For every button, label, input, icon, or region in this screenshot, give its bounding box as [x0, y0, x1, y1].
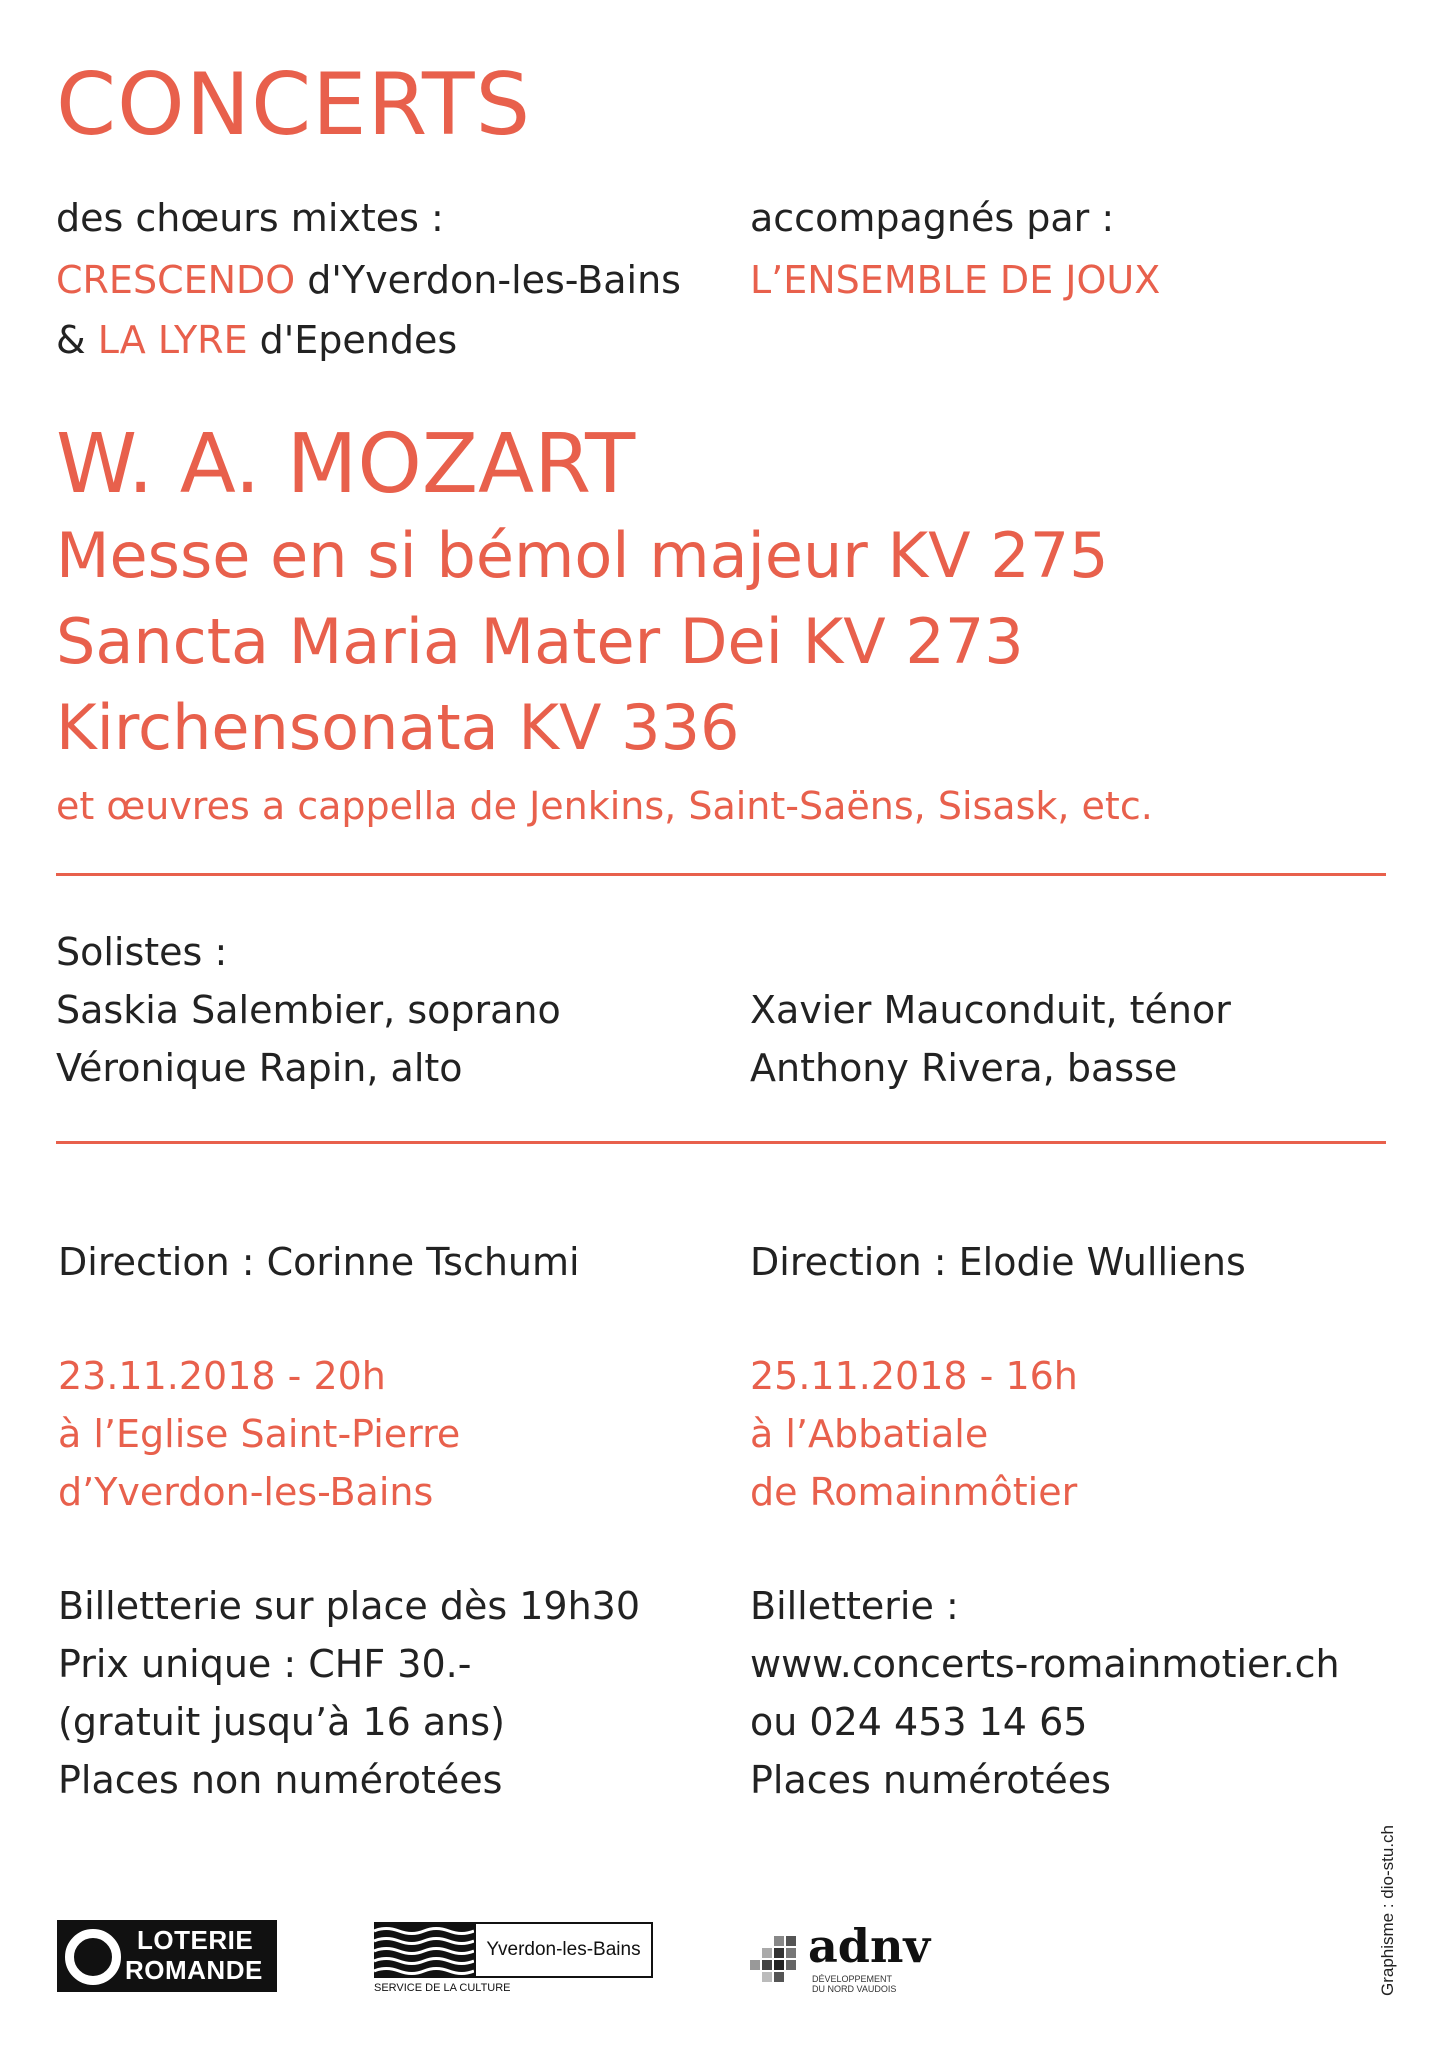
soloists-heading: Solistes : — [56, 930, 228, 974]
yverdon-sub: SERVICE DE LA CULTURE — [374, 1982, 511, 1994]
work-3: Kirchensonata KV 336 — [56, 691, 740, 764]
yverdon-logo — [374, 1922, 654, 1996]
ensemble-name: L’ENSEMBLE DE JOUX — [750, 258, 1161, 302]
soloist-tenor: Xavier Mauconduit, ténor — [750, 988, 1231, 1032]
yverdon-name: Yverdon-les-Bains — [474, 1922, 653, 1978]
choir2-amp: & — [56, 318, 98, 362]
concert1-venue-1: à l’Eglise Saint-Pierre — [58, 1412, 461, 1456]
concert1-ticket-3: (gratuit jusqu’à 16 ans) — [58, 1700, 505, 1744]
concert2-venue-2: de Romainmôtier — [750, 1470, 1078, 1514]
page-title: CONCERTS — [56, 55, 532, 155]
composer: W. A. MOZART — [56, 417, 636, 512]
choir2-name: LA LYRE — [97, 318, 248, 362]
choir-line-1 — [56, 258, 681, 304]
concert2-venue-1: à l’Abbatiale — [750, 1412, 989, 1456]
soloist-bass: Anthony Rivera, basse — [750, 1046, 1178, 1090]
also-works: et œuvres a cappella de Jenkins, Saint-Saëns, Sisask, etc. — [56, 784, 1153, 828]
waves-icon — [374, 1922, 474, 1978]
pixel-mosaic-icon — [750, 1932, 808, 1992]
concert1-venue-2: d’Yverdon-les-Bains — [58, 1470, 434, 1514]
choir1-name: CRESCENDO — [56, 258, 296, 302]
adnv-logo — [750, 1920, 950, 2000]
graphic-credit: Graphisme : dio-stu.ch — [1378, 1824, 1397, 1996]
concert2-ticket-url[interactable]: www.concerts-romainmotier.ch — [750, 1642, 1340, 1686]
loterie-line-2: ROMANDE — [125, 1955, 263, 1985]
accomp-intro: accompagnés par : — [750, 196, 1115, 240]
soloist-soprano: Saskia Salembier, soprano — [56, 988, 561, 1032]
direction-2: Direction : Elodie Wulliens — [750, 1240, 1246, 1284]
concert2-ticket-4: Places numérotées — [750, 1758, 1111, 1802]
loterie-romande-logo — [57, 1920, 277, 1992]
divider-bottom — [56, 1141, 1386, 1144]
soloist-alto: Véronique Rapin, alto — [56, 1046, 463, 1090]
concert1-ticket-4: Places non numérotées — [58, 1758, 503, 1802]
direction-1: Direction : Corinne Tschumi — [58, 1240, 580, 1284]
loterie-line-1: LOTERIE — [137, 1925, 254, 1955]
choir2-place: d'Ependes — [247, 318, 458, 362]
concert1-ticket-2: Prix unique : CHF 30.- — [58, 1642, 472, 1686]
choirs-intro: des chœurs mixtes : — [56, 196, 444, 240]
concert2-date: 25.11.2018 - 16h — [750, 1354, 1078, 1398]
concert1-ticket-1: Billetterie sur place dès 19h30 — [58, 1584, 641, 1628]
concert2-ticket-1: Billetterie : — [750, 1584, 959, 1628]
adnv-name: adnv — [808, 1919, 931, 1973]
work-1: Messe en si bémol majeur KV 275 — [56, 519, 1109, 592]
divider-top — [56, 873, 1386, 876]
adnv-sub-1: DÉVELOPPEMENT — [812, 1974, 893, 1984]
loterie-ring-icon — [65, 1929, 121, 1985]
concert1-date: 23.11.2018 - 20h — [58, 1354, 386, 1398]
choir1-place: d'Yverdon-les-Bains — [295, 258, 681, 302]
work-2: Sancta Maria Mater Dei KV 273 — [56, 605, 1024, 678]
choir-line-2 — [56, 318, 457, 364]
concert2-ticket-phone: ou 024 453 14 65 — [750, 1700, 1088, 1744]
adnv-sub-2: DU NORD VAUDOIS — [812, 1984, 897, 1994]
